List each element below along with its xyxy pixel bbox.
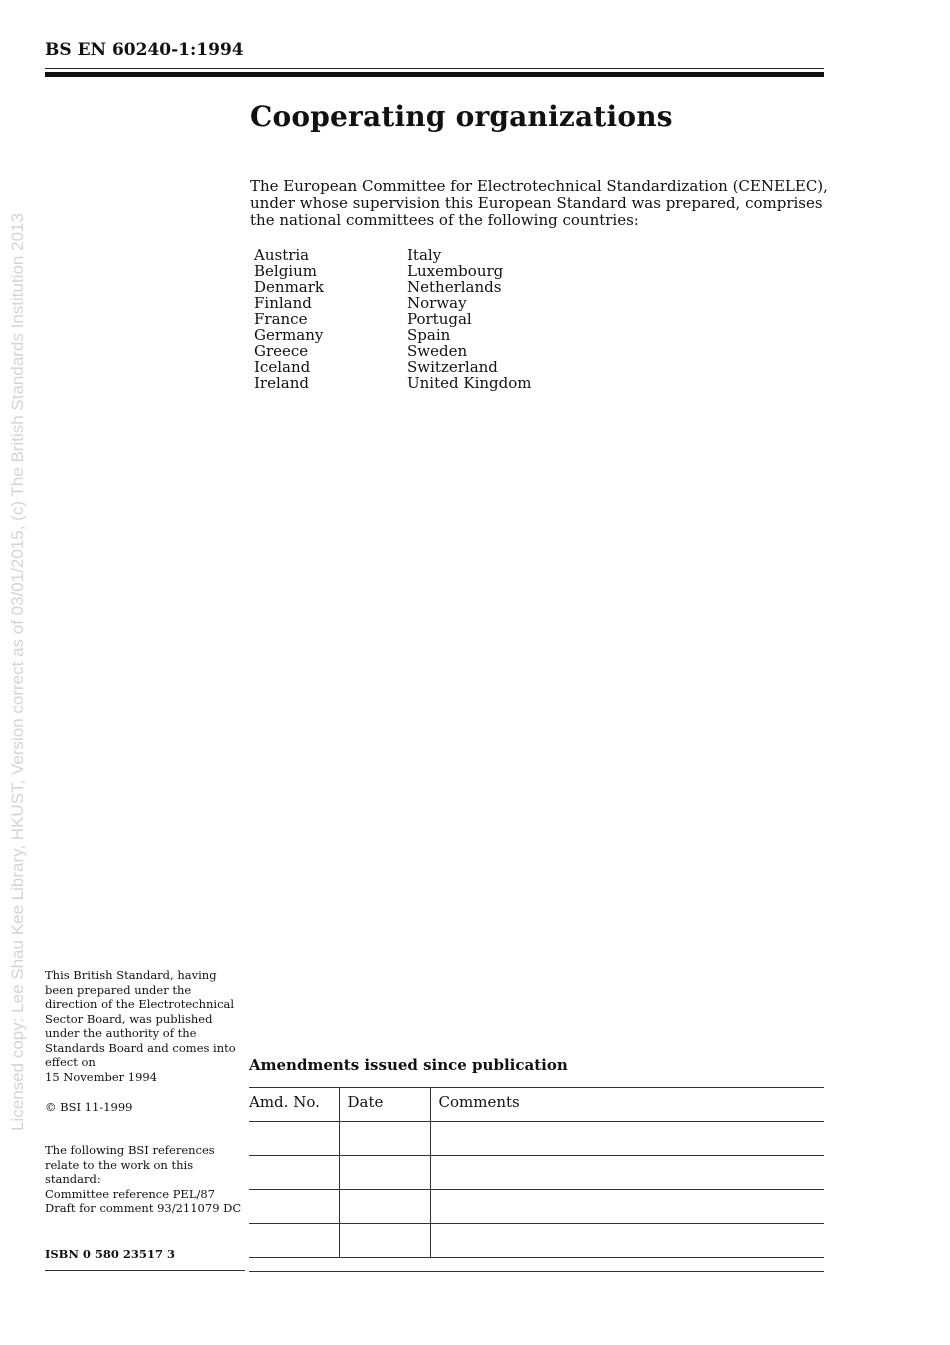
- country-item: Greece: [254, 342, 309, 360]
- header-rule-thin: [45, 68, 824, 69]
- references-intro: The following BSI references relate to the work on this standard:: [45, 1143, 215, 1186]
- bsi-references: [45, 1143, 245, 1216]
- country-item: Norway: [407, 294, 467, 312]
- publication-note-text: This British Standard, having been prepared under the direction of the Electrotechnical Sector Board, was published under the authority of the Standards Board and comes into effect on: [45, 968, 236, 1069]
- country-item: Belgium: [254, 262, 317, 280]
- table-cell: [339, 1156, 430, 1190]
- amendments-table: [249, 1087, 824, 1258]
- table-cell: [339, 1190, 430, 1224]
- table-cell: [339, 1224, 430, 1258]
- table-row: [249, 1122, 824, 1156]
- country-column-2: [407, 247, 532, 391]
- footer-rule-left: [45, 1270, 245, 1271]
- country-item: Ireland: [254, 374, 309, 392]
- table-header-row: [249, 1088, 824, 1122]
- country-item: Netherlands: [407, 278, 502, 296]
- table-cell: [249, 1156, 339, 1190]
- table-cell: [430, 1190, 824, 1224]
- country-item: Portugal: [407, 310, 472, 328]
- document-id: BS EN 60240-1:1994: [45, 40, 244, 60]
- header-rule-thick: [45, 72, 824, 77]
- country-item: Luxembourg: [407, 262, 504, 280]
- country-item: Spain: [407, 326, 451, 344]
- table-row: [249, 1156, 824, 1190]
- table-cell: [249, 1122, 339, 1156]
- country-item: Germany: [254, 326, 324, 344]
- footer-rule-right: [249, 1271, 824, 1272]
- country-item: Iceland: [254, 358, 311, 376]
- country-item: Austria: [254, 246, 310, 264]
- table-cell: [430, 1122, 824, 1156]
- isbn: ISBN 0 580 23517 3: [45, 1247, 175, 1261]
- effective-date: 15 November 1994: [45, 1069, 158, 1084]
- country-item: Switzerland: [407, 358, 498, 376]
- table-cell: [339, 1122, 430, 1156]
- table-cell: [249, 1190, 339, 1224]
- table-cell: [430, 1156, 824, 1190]
- page-title: Cooperating organizations: [250, 100, 673, 133]
- intro-paragraph: The European Committee for Electrotechnical Standardization (CENELEC), under whose supervision this European Standard was prepared, comprises the national committees of the following countries:: [250, 177, 828, 229]
- license-watermark: Licensed copy: Lee Shau Kee Library, HKUST, Version correct as of 03/01/2015, (c) The British Standards Institution 2013: [8, 213, 27, 1131]
- country-item: Sweden: [407, 342, 468, 360]
- table-cell: [249, 1224, 339, 1258]
- table-cell: [430, 1224, 824, 1258]
- column-header-amd-no: Amd. No.: [249, 1088, 339, 1122]
- country-column-1: [254, 247, 324, 391]
- table-row: [249, 1224, 824, 1258]
- column-header-date: Date: [339, 1088, 430, 1122]
- draft-reference: Draft for comment 93/211079 DC: [45, 1201, 242, 1215]
- copyright-note: © BSI 11-1999: [45, 1100, 133, 1114]
- country-item: Finland: [254, 294, 312, 312]
- country-item: Italy: [407, 246, 442, 264]
- committee-reference: Committee reference PEL/87: [45, 1186, 215, 1201]
- table-row: [249, 1190, 824, 1224]
- publication-note: [45, 968, 245, 1084]
- country-item: United Kingdom: [407, 374, 532, 392]
- country-item: France: [254, 310, 308, 328]
- column-header-comments: Comments: [430, 1088, 824, 1122]
- amendments-title: Amendments issued since publication: [249, 1056, 568, 1074]
- country-item: Denmark: [254, 278, 324, 296]
